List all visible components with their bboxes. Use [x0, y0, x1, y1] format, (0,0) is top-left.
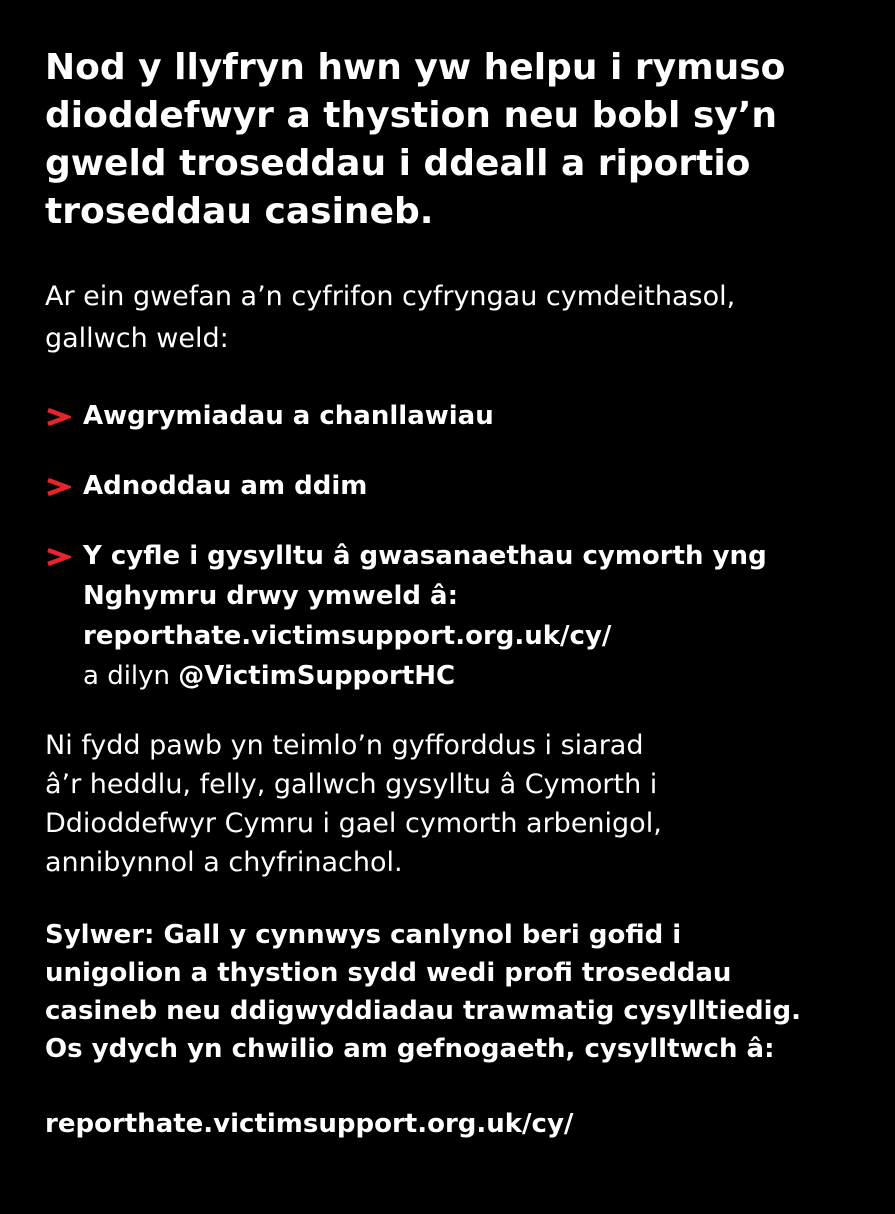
paragraph-line: â’r heddlu, felly, gallwch gysylltu â Cymorth i — [45, 769, 658, 800]
bullet-label: Adnoddau am ddim — [83, 471, 368, 501]
social-handle-link[interactable]: @VictimSupportHC — [178, 661, 456, 691]
support-paragraph — [45, 726, 865, 882]
final-url-link[interactable]: reporthate.victimsupport.org.uk/cy/ — [45, 1109, 574, 1139]
bullet-item-resources — [45, 466, 875, 506]
note-line: casineb neu ddigwyddiadau trawmatig cysylltiedig. — [45, 996, 802, 1026]
bullet-label: Awgrymiadau a chanllawiau — [83, 401, 494, 431]
support-url-link[interactable]: reporthate.victimsupport.org.uk/cy/ — [83, 621, 612, 651]
red-arrow-icon — [45, 478, 71, 496]
bullet-item-tips — [45, 396, 875, 436]
intro-line: gallwch weld: — [45, 323, 229, 354]
paragraph-line: Ni fydd pawb yn teimlo’n gyfforddus i siarad — [45, 730, 644, 761]
headline-line: gweld troseddau i ddeall a riportio — [45, 143, 751, 184]
red-arrow-icon — [45, 548, 71, 566]
note-line: Os ydych yn chwilio am gefnogaeth, cysylltwch â: — [45, 1034, 775, 1064]
headline — [45, 44, 865, 236]
intro-line: Ar ein gwefan a’n cyfrifon cyfryngau cymdeithasol, — [45, 281, 736, 312]
bullet-item-support — [45, 536, 875, 696]
follow-prefix: a dilyn — [83, 661, 179, 691]
paragraph-line: Ddioddefwyr Cymru i gael cymorth arbenigol, — [45, 808, 662, 839]
red-arrow-icon — [45, 408, 71, 426]
headline-line: Nod y llyfryn hwn yw helpu i rymuso — [45, 47, 786, 88]
intro-text — [45, 276, 865, 360]
headline-line: dioddefwyr a thystion neu bobl sy’n — [45, 95, 778, 136]
bullet-label: Y cyfle i gysylltu â gwasanaethau cymorth yng — [83, 541, 767, 571]
headline-line: troseddau casineb. — [45, 191, 434, 232]
bullet-list — [45, 396, 875, 726]
paragraph-line: annibynnol a chyfrinachol. — [45, 847, 403, 878]
note-line: Sylwer: Gall y cynnwys canlynol beri gofid i — [45, 920, 682, 950]
content-warning-note — [45, 916, 875, 1068]
note-line: unigolion a thystion sydd wedi profi troseddau — [45, 958, 732, 988]
bullet-label: Nghymru drwy ymweld â: — [83, 581, 458, 611]
